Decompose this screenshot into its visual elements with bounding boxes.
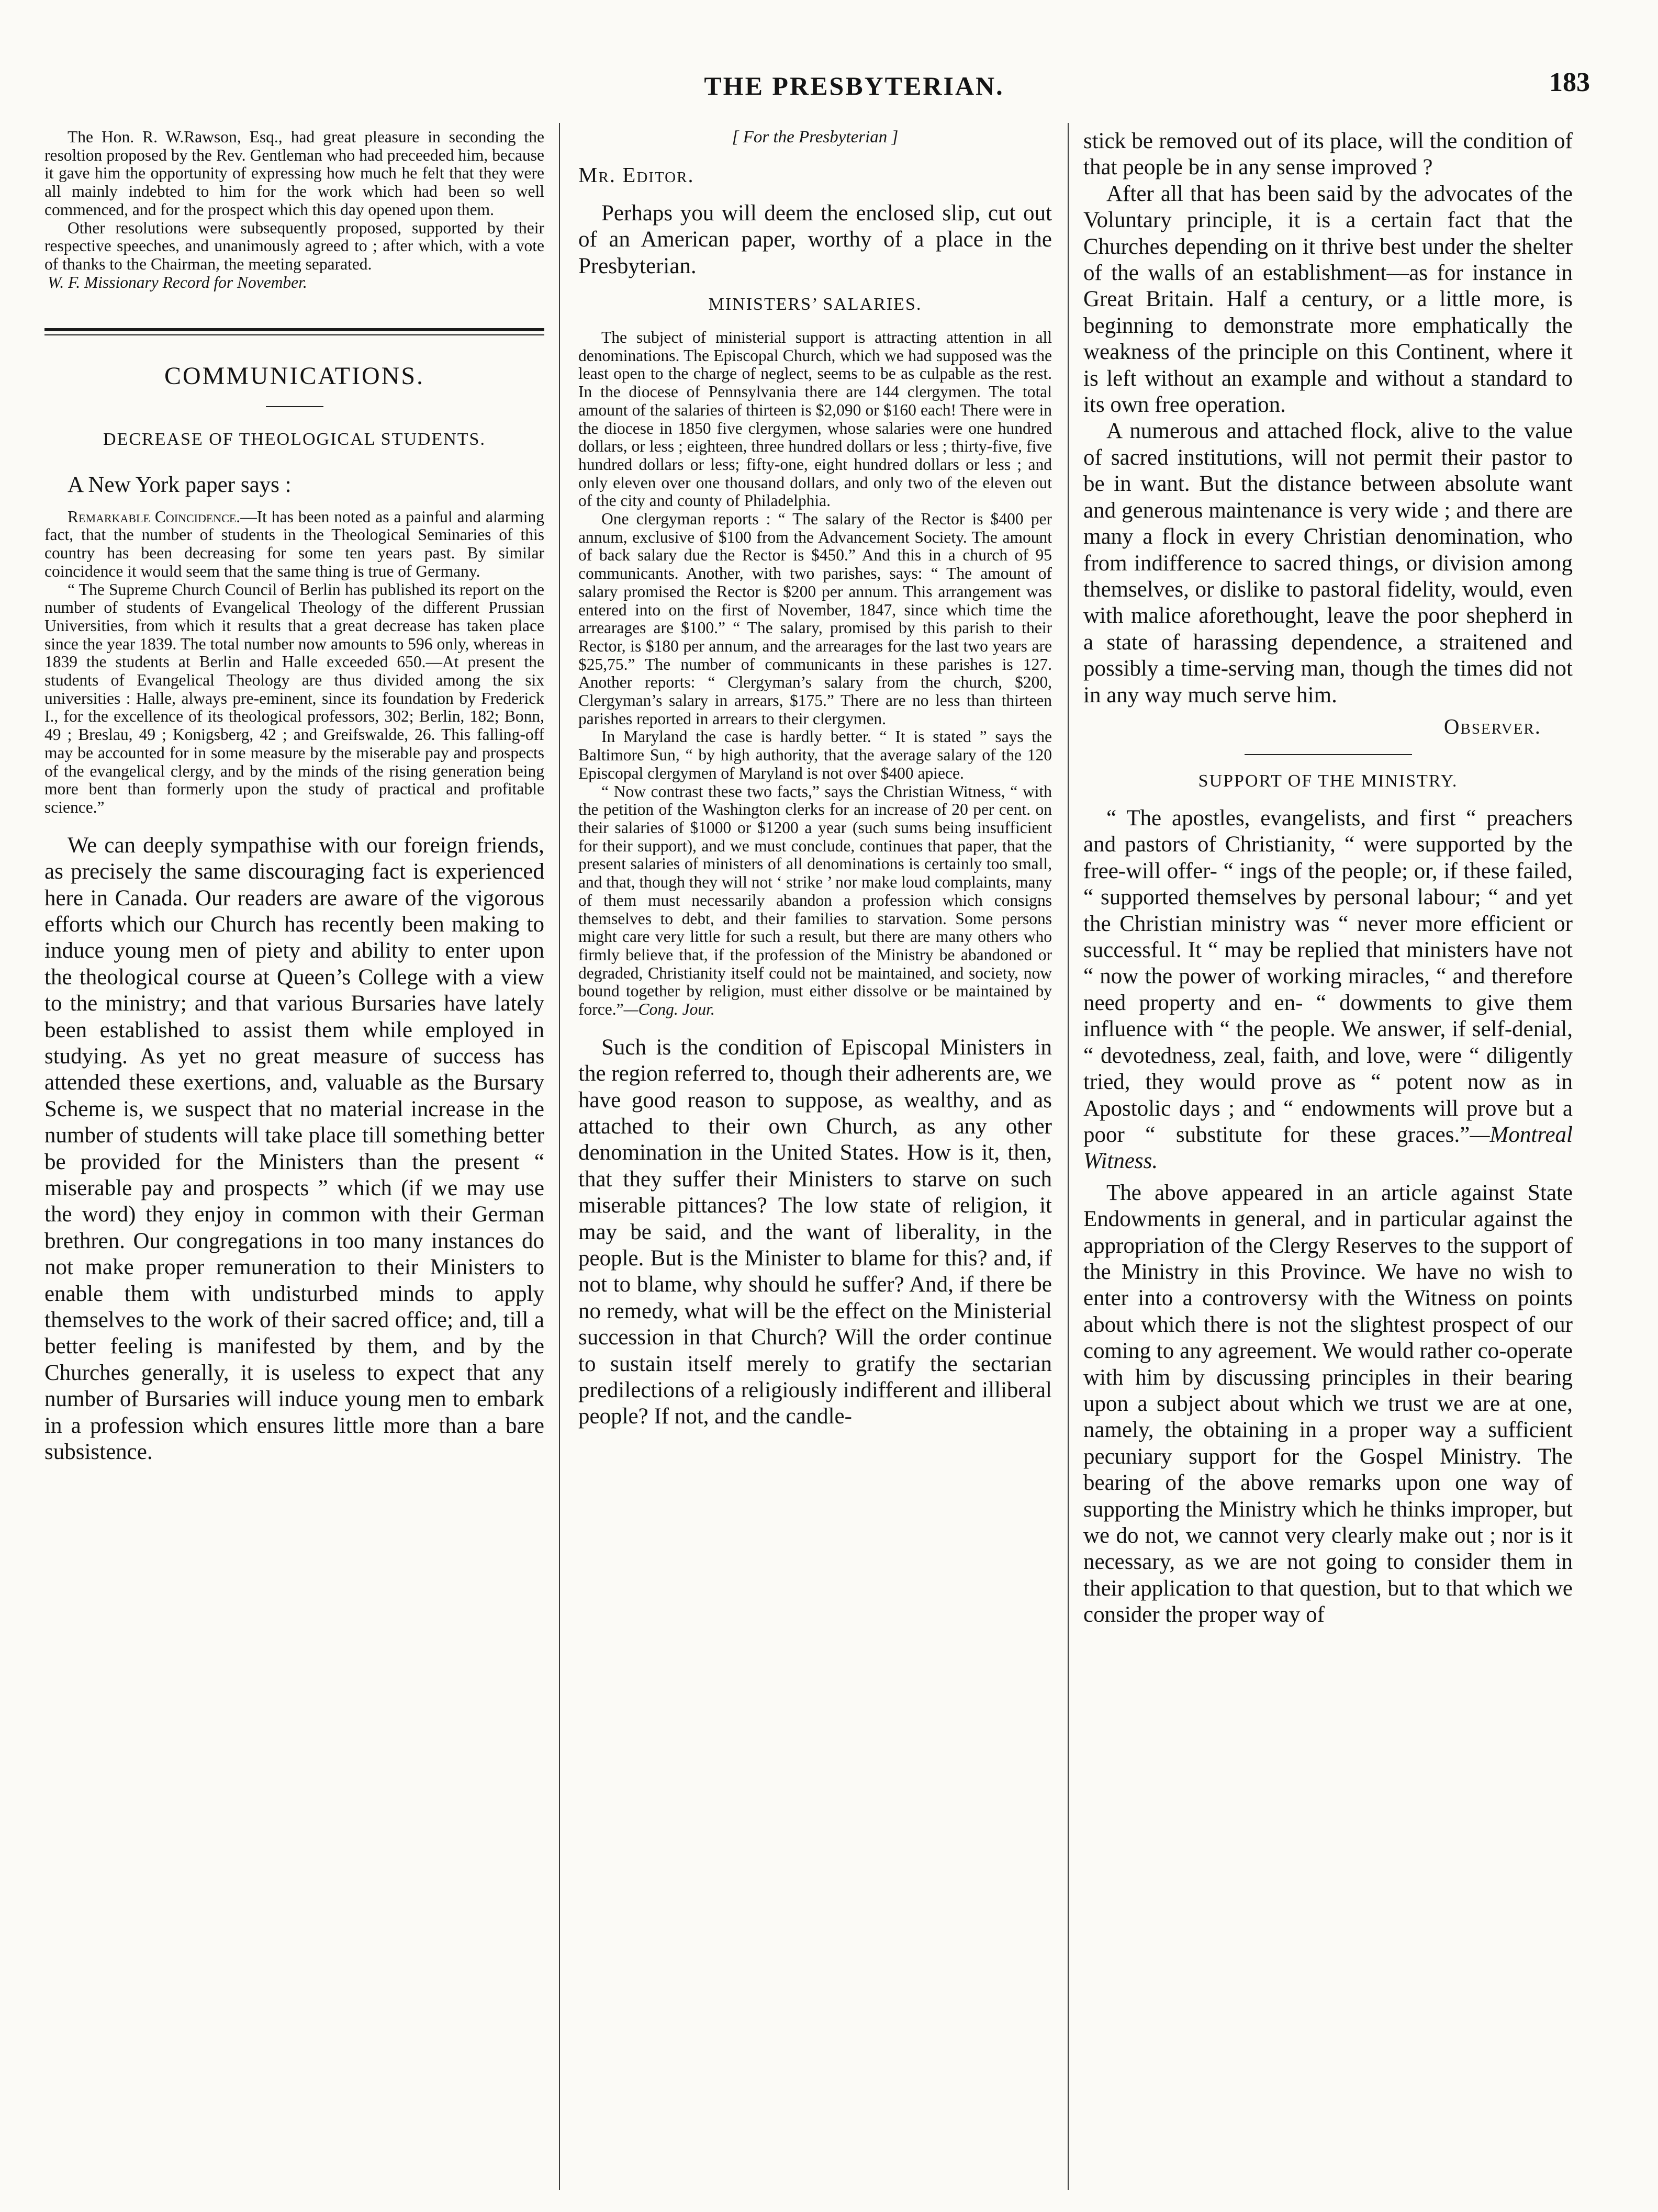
source-credit: W. F. Missionary Record for November. [48,273,307,291]
paragraph-remarkable-text: —It has been noted as a painful and alarming fact, that the number of students in the Theological Seminaries of this country has been decreasing for some ten years past. By similar coincidence it would seem that the same thing is true of Germany. [44,507,544,580]
section-divider [44,328,544,335]
column-2 [578,128,1052,2181]
page-number: 183 [1549,68,1590,97]
article-title: MINISTERS’ SALARIES. [708,295,922,315]
column-3 [1083,128,1573,2181]
source-credit: —Montreal Witness. [1083,1122,1573,1174]
paragraph-one-clergyman: One clergyman reports : “ The salary of the Rector is $400 per annum, exclusive of $100 from the Advancement Society. The amount of back salary due the Rector is $450.” And this in a church of 95 communicants. Another, with two parishes, says: “ The amount of salary promised the Rector is $200 per annum. This arrangement was entered into on the first of November, 1847, since which time the arrearages are $100.” “ The salary, promised by this parish to their Rector, is $180 per annum, and the arrearages for the last two years are $25,75.” The number of communicants in these parishes is 127. Another reports: “ Clergyman’s salary from the church, $200, Clergyman’s salary in arrears, $175.” There are no less than thirteen parishes reported in arrears to their clergymen. [578,510,1052,728]
paragraph-apostles-text: “ The apostles, evangelists, and first “ preachers and pastors of Christianity, “ were supported by the free-will offer- “ ings of the people; or, if these failed, “ supported themselves by personal labour; “ and yet the Christian ministry was “ never more efficient or successful. It “ may be replied that ministers have not “ now the power of working miracles, “ and therefore need property and en- “ dowments to give them influence with “ the people. We answer, if self-denial, “ devotedness, zeal, faith, and love, were “ diligently tried, they would prove as “ potent now as in Apostolic days ; and “ endowments will prove but a poor “ substitute for these graces.” [1083,806,1573,1147]
divider [1245,754,1412,755]
paragraph-berlin-report: “ The Supreme Church Council of Berlin has published its report on the number of students of Evangelical Theology of the different Prussian Universities, from which it results that a great decrease has taken place since the year 1839. The total number now amounts to 596 only, whereas in 1839 the students at Berlin and Halle exceeded 650.—At present the students of Evangelical Theology are thus divided among the six universities : Halle, always pre-eminent, since its foundation by Frederick I., for the excellence of its theological professors, 302; Berlin, 182; Bonn, 49 ; Breslau, 49 ; Konigsberg, 42 ; and Greifswalde, 26. This falling-off may be accounted for in some measure by the miserable pay and prospects of the evangelical clergy, and by the minds of the rising generation being more bent than formerly upon the study of practical and profitable science.” [44,580,544,816]
paragraph-above: The above appeared in an article against State Endowments in general, and in particular against the appropriation of the Clergy Reserves to the support of the Ministry in this Province. We have no wish to enter into a controversy with the Witness on points about which there is not the slightest prospect of our coming to any agreement. We would rather co-operate with him by discussing principles in their bearing upon a subject about which we trust we are at one, namely, the obtaining in a proper way a sufficient pecuniary support for the Gospel Ministry. The bearing of the above remarks upon one way of supporting the Ministry which he thinks improper, but we do not, we cannot very clearly make out ; nor is it necessary, as we are not going to consider them in their application to that question, but to that which we consider the proper way of [1083,1180,1573,1627]
paragraph-sympathise: We can deeply sympathise with our foreign friends, as precisely the same discouraging fact is experienced here in Canada. Our readers are aware of the vigorous efforts which our Church has recently been making to induce young men of piety and ability to enter upon the theological course at Queen’s College with a view to the ministry; and that various Bursaries have lately been established to assist them while employed in studying. As yet no great measure of success has attended these exertions, and, valuable as the Bursary Scheme is, we suspect that no material increase in the number of students will take place till something better be provided for the Ministers than the present “ miserable pay and prospects ” which (if we may use the word) they enjoy in common with their German brethren. Our congregations in too many instances do not make proper remuneration to their Ministers to enable them with undisturbed minds to apply themselves to the work of their sacred office; and, till a better feeling is manifested by them, and by the Churches generally, it is useless to expect that any number of Bursaries will induce young men to embark in a profession which ensures little more than a bare subsistence. [44,833,544,1465]
paragraph-contrast-text: “ Now contrast these two facts,” says the Christian Witness, “ with the petition of the Washington clerks for an increase of 20 per cent. on their salaries of $1000 or $1200 a year (such sums being insufficient for their support), and we must conclude, continues that paper, that the present salaries of ministers of all denominations is certainly too small, and that, though they will not ‘ strike ’ nor make loud complaints, many of them must necessarily abandon a profession which consigns themselves to debt, and their families to starvation. Some persons might care very little for such a result, but there are many others who firmly believe that, if the profession of the Ministry be abandoned or degraded, Christianity itself could not be maintained, and society, now bound together by religion, must either dissolve or be maintained by force.” [578,782,1052,1019]
column-rule [559,123,560,2190]
section-title: COMMUNICATIONS. [164,362,425,390]
lead-line: A New York paper says : [68,473,292,498]
column-rule [1068,123,1069,2190]
article-title: SUPPORT OF THE MINISTRY. [1198,771,1458,791]
run-in-heading: Remarkable Coincidence. [68,507,241,526]
running-title: THE PRESBYTERIAN. [704,71,1004,100]
paragraph-after-all: After all that has been said by the advocates of the Voluntary principle, it is a certain fact that the Churches depending on it thrive best under the shelter of the walls of an establishment—as for instance in Great Britain. Half a century, or a little more, is beginning to demonstrate more emphatically the weakness of the principle on this Continent, where it is left without an example and without a standard to its own free operation. [1083,181,1573,418]
signature: Observer. [1443,714,1541,738]
paragraph-other-resolutions: Other resolutions were subsequently proposed, supported by their respective speeches, and unanimously agreed to ; after which, with a vote of thanks to the Chairman, the meeting separated. [44,218,544,273]
short-divider [266,406,323,407]
paragraph-remarkable [44,508,544,581]
paragraph-contrast [578,783,1052,1019]
paragraph-numerous: A numerous and attached flock, alive to the value of sacred institutions, will not permit their pastor to be in want. But the distance between absolute want and generous maintenance is very wide ; and there are many a flock in every Christian denomination, who from indifference to sacred things, or division among themselves, or dislike to pastoral fidelity, would, even with malice aforethought, leave the poor shepherd in a state of harassing dependence, a straitened and possibly a time-serving man, though the times did not in any way much serve him. [1083,419,1573,708]
paragraph-stick: stick be removed out of its place, will the condition of that people be in any sense improved ? [1083,129,1573,180]
paragraph-subject: The subject of ministerial support is attracting attention in all denominations. The Episcopal Church, which we had supposed was the least open to the charge of neglect, seems to be as culpable as the rest. In the diocese of Pennsylvania there are 144 clergymen. The total amount of the salaries of thirteen is $2,090 or $160 each! There were in the diocese in 1850 five clergymen, whose salaries were one hundred dollars, or less ; eighteen, three hundred dollars or less ; thirty-five, five hundred dollars or less; fifty-one, eight hundred dollars or less ; and only eleven over one thousand dollars, and only two of the eleven out of the city and county of Philadelphia. [578,328,1052,510]
paragraph-perhaps: Perhaps you will deem the enclosed slip, cut out of an American paper, worthy of a place in the Presbyterian. [578,200,1052,278]
paragraph-rawson: The Hon. R. W.Rawson, Esq., had great pleasure in seconding the resoltion proposed by the Rev. Gentleman who had preceeded him, because it gave him the opportunity of expressing how much he felt that they were all mainly indebted to him for the work which had been so well commenced, and for the prospect which this day opened upon them. [44,128,544,219]
paragraph-maryland: In Maryland the case is hardly better. “ It is stated ” says the Baltimore Sun, “ by high authority, that the average salary of the 120 Episcopal clergymen of Maryland is not over $400 apiece. [578,727,1052,782]
for-line: [ For the Presbyterian ] [732,128,899,147]
paragraph-apostles [1083,805,1573,1175]
source-credit: —Cong. Jour. [623,1000,715,1019]
salutation: Mr. Editor. [578,162,694,187]
paragraph-such-is: Such is the condition of Episcopal Ministers in the region referred to, though their adherents are, we have good reason to suppose, as wealthy, and as attached to their own Church, as any other denomination in the United States. How is it, then, that they suffer their Ministers to starve on such miserable pittances? The low state of religion, it may be said, and the want of liberality, in the people. But is the Minister to blame for this? and, if not to blame, why should he suffer? And, if there be no remedy, what will be the effect on the Ministerial succession in that Church? Will the order continue to sustain itself merely to gratify the sectarian predilections of a religiously indifferent and illiberal people? If not, and the candle- [578,1035,1052,1429]
column-1 [44,128,544,2181]
article-title: DECREASE OF THEOLOGICAL STUDENTS. [103,430,486,450]
